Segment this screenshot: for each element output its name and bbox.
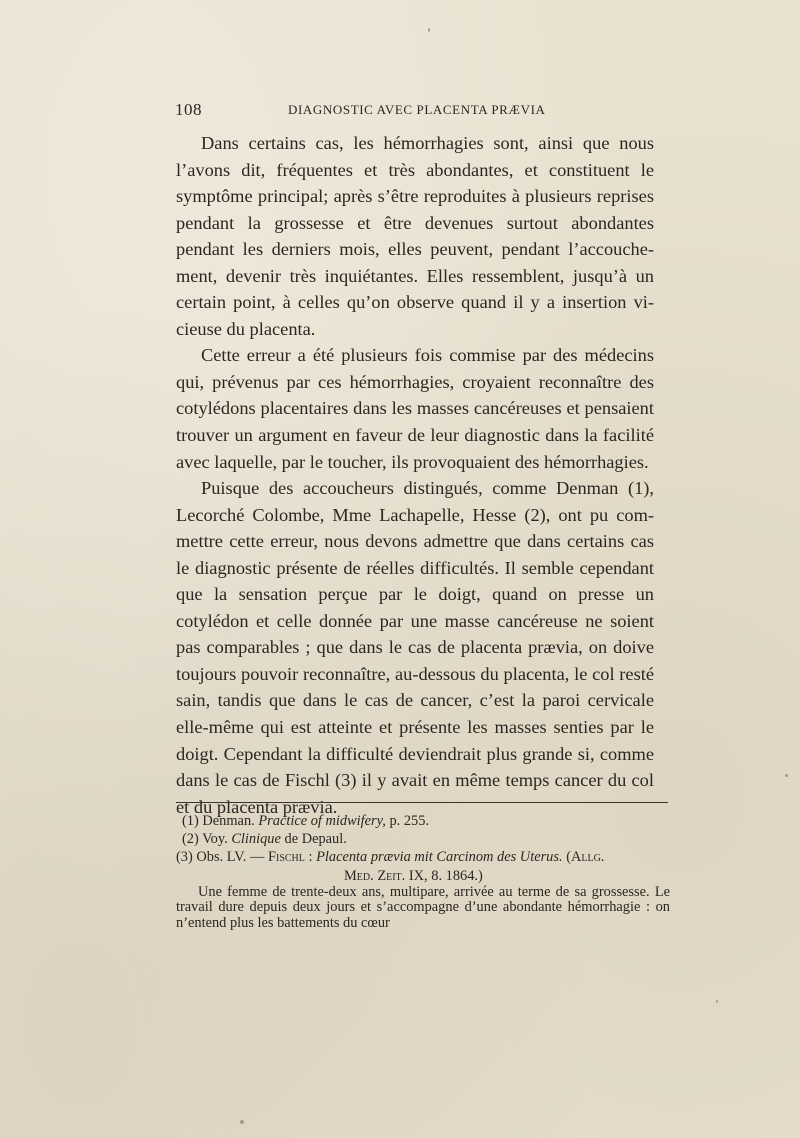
- footnote-title: Placenta prævia mit Carcinom des Uterus.: [316, 849, 563, 866]
- footnote-divider: [176, 802, 668, 803]
- footnote-author: Denman.: [202, 813, 255, 829]
- footnote-rest: de Depaul.: [284, 831, 347, 848]
- footnote-journal-ref: IX, 8. 1864.): [408, 867, 483, 884]
- page-header: [175, 100, 655, 122]
- footnote-rest: p. 255.: [389, 813, 430, 829]
- case-observation: Une femme de trente-deux ans, multipare, arrivée au terme de sa grossesse. Le travail dure depuis deux jours et s’accompagne d’une abondante hémorrhagie : on n’entend plus les battements du cœur: [176, 883, 670, 931]
- paragraph: Dans certains cas, les hémorrhagies sont, ainsi que nous l’avons dit, fréquentes et très abondantes, et constituent le symptôme principal; après s’être reproduites à plusieurs reprises pendant la grossesse et être devenues surtout abondantes pendant les derniers mois, elles peuvent, pendant l’accouchement, devenir très inquiétantes. Elles ressemblent, jusqu’à un certain point, à celles qu’on observe quand il y a insertion vicieuse du placenta.: [176, 133, 654, 339]
- paragraph: Cette erreur a été plusieurs fois commise par des médecins qui, prévenus par ces hémorrhagies, croyaient reconnaître des cotylédons placentaires dans les masses cancéreuses et pensaient trouver un argument en faveur de leur diagnostic dans la facilité avec laquelle, par le toucher, ils provoquaient des hémorrhagies.: [176, 345, 654, 472]
- paper-speck: [428, 28, 430, 32]
- paper-speck: [785, 774, 788, 777]
- footnote-marker: (1): [182, 813, 199, 829]
- footnotes: [176, 812, 670, 932]
- footnote-3-continued: [176, 867, 670, 885]
- footnote-title: Clinique: [231, 831, 281, 848]
- page-number: 108: [175, 100, 202, 119]
- main-text: [176, 130, 654, 820]
- footnote-journal: (Allg.: [566, 849, 605, 866]
- footnote-3: [176, 848, 670, 866]
- paragraph: Puisque des accoucheurs distingués, comme Denman (1), Lecorché Colombe, Mme Lachapelle, Hesse (2), ont pu commettre cette erreur, nous devons admettre que dans certains cas le diagnostic présente de réelles difficultés. Il semble cependant que la sensation perçue par le doigt, quand on presse un cotylédon et celle donnée par une masse cancéreuse ne soient pas comparables ; que dans le cas de placenta prævia, on doive toujours pouvoir reconnaître, au-dessous du placenta, le col resté sain, tandis que dans le cas de cancer, c’est la paroi cervicale elle-même qui est atteinte et présente les masses senties par le doigt. Cependant la difficulté deviendrait plus grande si, comme dans le cas de Fischl (3) il y avait en même temps cancer du col et du placenta prævia.: [176, 478, 654, 817]
- footnote-journal-name: Med. Zeit.: [344, 867, 406, 884]
- footnote-marker: (2): [182, 831, 199, 848]
- running-head: DIAGNOSTIC AVEC PLACENTA PRÆVIA: [288, 102, 546, 117]
- footnote-author: Fischl :: [267, 849, 313, 866]
- footnote-prefix: Voy.: [202, 831, 228, 848]
- footnote-marker: (3): [176, 849, 193, 866]
- footnote-title: Practice of midwifery,: [258, 813, 386, 829]
- footnote-prefix: Obs. LV. —: [196, 849, 265, 866]
- paper-speck: [716, 1000, 718, 1003]
- footnote-2: [176, 830, 670, 848]
- footnote-1: [176, 812, 670, 830]
- paper-speck: [240, 1120, 244, 1124]
